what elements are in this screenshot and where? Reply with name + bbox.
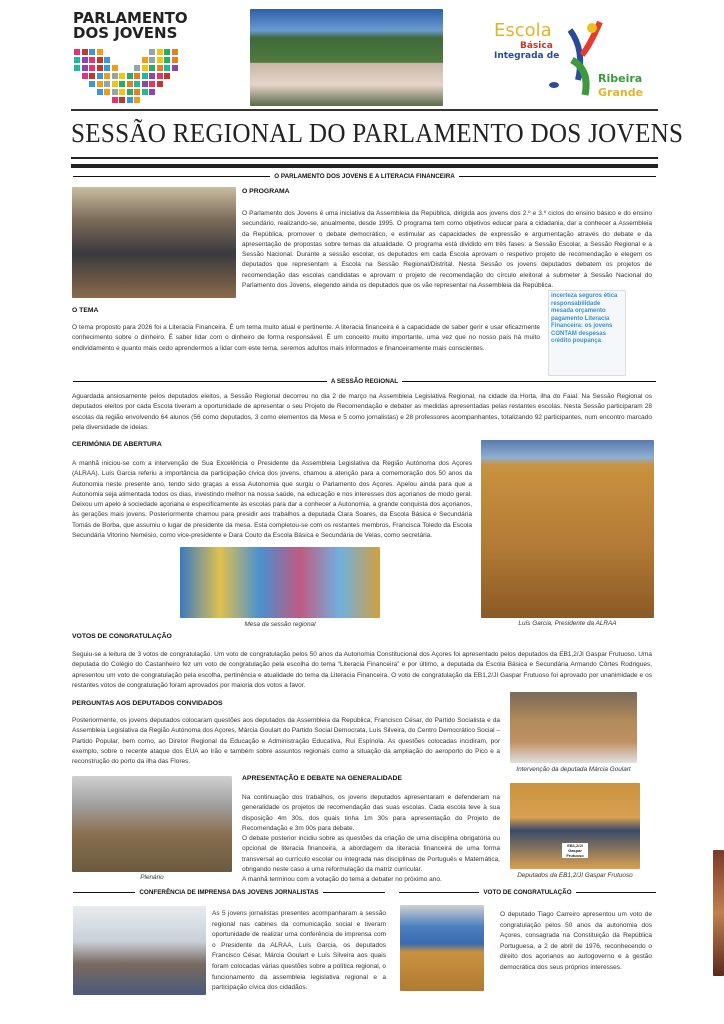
school-logo bbox=[490, 10, 650, 105]
mosaic-tile bbox=[119, 97, 125, 103]
literacia-poster bbox=[548, 290, 626, 376]
mosaic-tile bbox=[157, 81, 163, 87]
mosaic-tile bbox=[119, 81, 125, 87]
logo-line-2: DOS JOVENS bbox=[73, 24, 178, 42]
section-header-text: A SESSÃO REGIONAL bbox=[330, 378, 399, 385]
section-header-literacia bbox=[69, 173, 660, 180]
mosaic-tile bbox=[164, 73, 170, 79]
mosaic-tile bbox=[89, 57, 95, 63]
mosaic-tile bbox=[172, 57, 178, 63]
mosaic-tile bbox=[149, 89, 155, 95]
parlamento-dos-jovens-logo bbox=[73, 11, 188, 41]
marcia-goulart-photo bbox=[510, 692, 637, 763]
mosaic-tile bbox=[74, 57, 80, 63]
partial-photo-edge bbox=[713, 850, 724, 976]
page-title: SESSÃO REGIONAL DO PARLAMENTO DOS JOVENS bbox=[71, 118, 684, 148]
svg-text:Integrada de: Integrada de bbox=[494, 51, 560, 61]
mosaic-tile bbox=[127, 97, 133, 103]
section-header-sessao-regional bbox=[69, 378, 660, 385]
mosaic-tile bbox=[97, 89, 103, 95]
caption-gaspar: Deputados da EB1,2/JI Gaspar Frutuoso bbox=[517, 872, 633, 879]
mosaic-tile bbox=[134, 97, 140, 103]
section-header-conferencia bbox=[69, 889, 389, 896]
mosaic-tile bbox=[89, 73, 95, 79]
tema-text: O tema proposto para 2026 foi a Literacia Financeira. É um tema muito atual e pertinente. A literacia financeira é a capacidade de saber gerir e usar eficazmente conhecimento sobre o dinheiro. É saber lidar com o dinheiro de forma responsável. É um conceito muito importante, uma vez que no nosso país há muito endividamento e quanto mais cedo aprendermos a lidar com este tema, seremos adultos mais informados e financeiramente mais conscientes. bbox=[72, 324, 540, 352]
mosaic-tile bbox=[149, 73, 155, 79]
section-header-text: O PARLAMENTO DOS JOVENS E A LITERACIA FINANCEIRA bbox=[274, 173, 455, 180]
mosaic-tile bbox=[142, 89, 148, 95]
apresentacao-text bbox=[242, 793, 500, 886]
mosaic-tile bbox=[82, 57, 88, 63]
mosaic-tile bbox=[97, 73, 103, 79]
mosaic-tile bbox=[142, 65, 148, 71]
sessao-intro-text: Aguardada ansiosamente pelos deputados eleitos, a Sessão Regional decorreu no dia 2 de março na Assembleia Legislativa Regional, na cidade da Horta, ilha do Faial. Na Sessão Regional os deputados eleitos por cada Escola tiveram a oportunidade de apresentar o seu Projeto de Recomendação e debater as medidas apresentadas pelas restantes escolas. Nesta Sessão participaram 28 escolas da região envolvendo 64 alunos (56 como deputados, 3 como elementos da Mesa e 5 como jornalistas) e 28 professores acompanhantes, totalizando 92 participantes, num encontro marcado pela diversidade de ideias. bbox=[72, 393, 652, 431]
svg-text:Grande: Grande bbox=[598, 86, 644, 99]
mosaic-tile bbox=[89, 49, 95, 55]
mosaic-tile bbox=[104, 89, 110, 95]
mosaic-tile bbox=[97, 65, 103, 71]
mosaic-tile bbox=[127, 81, 133, 87]
svg-text:Básica: Básica bbox=[520, 41, 553, 51]
mosaic-tile bbox=[104, 81, 110, 87]
mosaic-tile bbox=[112, 89, 118, 95]
mosaic-tile bbox=[142, 73, 148, 79]
mosaic-tile bbox=[119, 73, 125, 79]
caption-plenario: Plenário bbox=[140, 874, 164, 881]
luis-garcia-photo bbox=[481, 440, 654, 618]
assembly-building-photo bbox=[250, 9, 443, 106]
mosaic-tile bbox=[149, 81, 155, 87]
mosaic-tile bbox=[104, 73, 110, 79]
programa-text: O Parlamento dos Jovens é uma iniciativa da Assembleia da República, dirigida aos jovens dos 2.º e 3.º ciclos do ensino básico e do ensino secundário, realizando-se, anualmente, desde 1995. O programa tem como objetivos educar para a cidadania, dar a conhecer a Assembleia da República, promover o debate democrático, e estimular as capacidades de expressão e argumentação através do debate e da apresentação de propostas sobre temas da atualidade. O programa está dividido em três fases: a Sessão Escolar, a Sessão Regional e a Sessão Nacional. Durante a sessão escolar, os deputados em cada Escola aprovam o respetivo projeto de recomendação e elegem os deputados que representam a Escola na Sessão Regional/Distrital. Nesta Sessão os jovens deputados debatem os projetos de recomendação das escolas candidatas e aprovam o projeto de recomendação do círculo eleitoral a submeter à Sessão Nacional do Parlamento dos Jovens, elegendo ainda os deputados que os vão representar na Assembleia da República. bbox=[242, 210, 652, 290]
cerimonia-heading: CERIMÓNIA DE ABERTURA bbox=[72, 441, 162, 448]
mosaic-tile bbox=[89, 65, 95, 71]
apresentacao-heading: APRESENTAÇÃO E DEBATE NA GENERALIDADE bbox=[242, 775, 402, 782]
logo-line-1: PARLAMENTO bbox=[73, 9, 188, 27]
mosaic-tile bbox=[89, 81, 95, 87]
header-rule bbox=[71, 109, 658, 111]
programa-heading: O PROGRAMA bbox=[242, 188, 290, 195]
mosaic-tile bbox=[104, 65, 110, 71]
press-conference-photo bbox=[73, 906, 206, 995]
gaspar-frutuoso-photo bbox=[510, 783, 640, 869]
mosaic-tile bbox=[157, 49, 163, 55]
mosaic-tile bbox=[119, 89, 125, 95]
conferencia-text: As 5 jovens jornalistas presentes acompanharam a sessão regional nas cabines da comunicação social e tiveram oportunidade de realizar uma conferência de imprensa com o Presidente da ALRAA, Luís Garcia, os deputados Francisco César, Márcia Goulart e Luís Silveira aos quais foram colocadas várias questões sobre a política regional, o funcionamento da assembleia legislativa regional e a participação cívica dos cidadãos. bbox=[212, 910, 386, 992]
mosaic-tile bbox=[112, 73, 118, 79]
mosaic-tile bbox=[82, 49, 88, 55]
caption-garcia: Luís Garcia, Presidente da ALRAA bbox=[518, 620, 617, 627]
title-rule-thick bbox=[71, 164, 658, 168]
cerimonia-text: A manhã iniciou-se com a intervenção de Sua Excelência o Presidente da Assembleia Legislativa da Região Autónoma dos Açores (ALRAA). Luís Garcia referiu a importância da participação cívica dos jovens, chamou a atenção para a comemoração dos 50 anos da Autonomia neste presente ano, tendo sido graças a essa Autonomia que surgiu o Parlamento dos Açores. Apelou ainda para que a Autonomia seja alimentada todos os dias, investindo melhor na nossa saúde, na educação e nos interesses dos açorianos de modo geral. Deixou um apelo à sociedade açoriana e especificamente às escolas para dar a conhecer a Autonomia, a grande conquista dos açorianos, às gerações mais jovens. Posteriormente chamou para presidir aos trabalhos a deputada Clara Soares, da Escola Básica e Secundária Tomás de Borba, que assumiu o lugar de presidente da mesa. Esta completou-se com os restantes membros, Francisca Toledo da Escola Secundária Vitorino Nemésio, como vice-presidente e Dara Couto da Escola Básica e Secundária de Velas, como secretária. bbox=[72, 460, 473, 540]
mosaic-tile bbox=[172, 65, 178, 71]
logo-mosaic-icon bbox=[74, 49, 180, 105]
mosaic-tile bbox=[134, 89, 140, 95]
plenario-photo bbox=[72, 776, 232, 872]
section-header-text: VOTO DE CONGRATULAÇÃO bbox=[483, 889, 572, 896]
mosaic-tile bbox=[149, 57, 155, 63]
mosaic-tile bbox=[164, 57, 170, 63]
mosaic-tile bbox=[149, 65, 155, 71]
poster-text: incerteza seguros ética responsabilidade mesada orçamento pagamento Literacia Financeira: os jovens CONTAM despesas crédito poupança bbox=[551, 293, 618, 344]
caption-mesa: Mesa da sessão regional bbox=[244, 621, 316, 628]
svg-text:Ribeira: Ribeira bbox=[598, 72, 643, 85]
mosaic-tile bbox=[134, 65, 140, 71]
mosaic-tile bbox=[97, 81, 103, 87]
mosaic-tile bbox=[164, 65, 170, 71]
group-photo bbox=[72, 187, 236, 298]
votos-heading: VOTOS DE CONGRATULAÇÃO bbox=[72, 633, 172, 640]
mosaic-tile bbox=[142, 81, 148, 87]
placard-text: EB1,2/JI Gaspar Frutuoso bbox=[562, 843, 588, 858]
mosaic-tile bbox=[149, 49, 155, 55]
mosaic-tile bbox=[157, 65, 163, 71]
mosaic-tile bbox=[172, 49, 178, 55]
votos-text: Seguiu-se a leitura de 3 votos de congratulação. Um voto de congratulação pelos 50 anos da Autonomia Constitucional dos Açores foi apresentado pelos deputados da EB1,2/JI Gaspar Frutuoso. Uma deputada do Colégio do Castanheiro fez um voto de congratulação pela escolha do tema “Literacia Financeira” e por último, a deputada da Escola Básica e Secundária Armando Côrtes Rodrigues, apresentou um voto de congratulação pela escolha, pertinência e atualidade do tema da Literacia Financeira. O voto de congratulação da EB1,2/JI Gaspar Frutuoso foi aprovado por unanimidade e os restantes votos de congratulação foram aprovados por maioria dos votos a favor. bbox=[72, 651, 652, 689]
mosaic-tile bbox=[104, 57, 110, 63]
mosaic-tile bbox=[157, 73, 163, 79]
mosaic-tile bbox=[157, 57, 163, 63]
apresentacao-paragraph-3: A manhã terminou com a votação do tema a debater no próximo ano. bbox=[242, 876, 442, 884]
mosaic-tile bbox=[127, 89, 133, 95]
mosaic-tile bbox=[74, 49, 80, 55]
voto-photo bbox=[400, 905, 484, 991]
perguntas-heading: PERGUNTAS AOS DEPUTADOS CONVIDADOS bbox=[72, 700, 223, 707]
mosaic-tile bbox=[112, 65, 118, 71]
mosaic-tile bbox=[97, 57, 103, 63]
caption-marcia: Intervenção da deputada Márcia Goulart bbox=[516, 766, 631, 773]
mesa-photo bbox=[180, 547, 380, 618]
mosaic-tile bbox=[97, 49, 103, 55]
svg-text:Escola: Escola bbox=[494, 20, 552, 41]
section-header-text: CONFERÊNCIA DE IMPRENSA DAS JOVENS JORNALISTAS bbox=[139, 889, 319, 896]
mosaic-tile bbox=[82, 65, 88, 71]
mosaic-tile bbox=[112, 97, 118, 103]
mosaic-tile bbox=[74, 65, 80, 71]
apresentacao-paragraph-2: O debate posterior incidiu sobre as questões da criação de uma disciplina obrigatória ou opcional de literacia financeira, a abordagem da literacia financeira de uma forma transversal ao currículo escolar ou integrada nas disciplinas de Português e Matemática, obrigando neste caso a uma reformulação da matriz curricular. bbox=[242, 835, 500, 874]
voto-text: O deputado Tiago Carreiro apresentou um voto de congratulação pelos 50 anos da autonomia dos Açores, consagrada na Constituição da República Portuguesa, a 2 de abril de 1976, reconhecendo o direito dos açorianos ao autogoverno e à gestão democrática dos seus próprios interesses. bbox=[500, 911, 652, 971]
title-rule-thin bbox=[71, 157, 658, 159]
mosaic-tile bbox=[112, 81, 118, 87]
apresentacao-paragraph-1: Na continuação dos trabalhos, os jovens deputados apresentaram e defenderam na generalidade os projetos de recomendação das suas escolas. Cada escola teve à sua disposição 4m 30s, dos quais tinha 1m 30s para apresentação do Projeto de Recomendação e 3m 00s para debate. bbox=[242, 794, 500, 832]
mosaic-tile bbox=[164, 49, 170, 55]
mosaic-tile bbox=[134, 81, 140, 87]
mosaic-tile bbox=[134, 73, 140, 79]
section-header-voto bbox=[395, 889, 660, 896]
mosaic-tile bbox=[127, 73, 133, 79]
mosaic-tile bbox=[82, 73, 88, 79]
tema-heading: O TEMA bbox=[72, 307, 99, 314]
mosaic-tile bbox=[142, 57, 148, 63]
perguntas-text: Posteriormente, os jovens deputados colocaram questões aos deputados da Assembleia da República, Francisco César, do Partido Socialista e da Assembleia Legislativa da Região Autónoma dos Açores, Márcia Goulart do Partido Social Democrata, Luís Silveira, do Centro Democrático Social – Partido Popular, bem como, ao Diretor Regional da Educação e Administração Educativa, Rui Espínola. As questões colocadas incidiram, por exemplo, sobre o recente ataque dos EUA ao Irão e também sobre assuntos regionais como a situação da ampliação do aeroporto do Pico e a reconstrução do porto da ilha das Flores. bbox=[72, 717, 500, 766]
